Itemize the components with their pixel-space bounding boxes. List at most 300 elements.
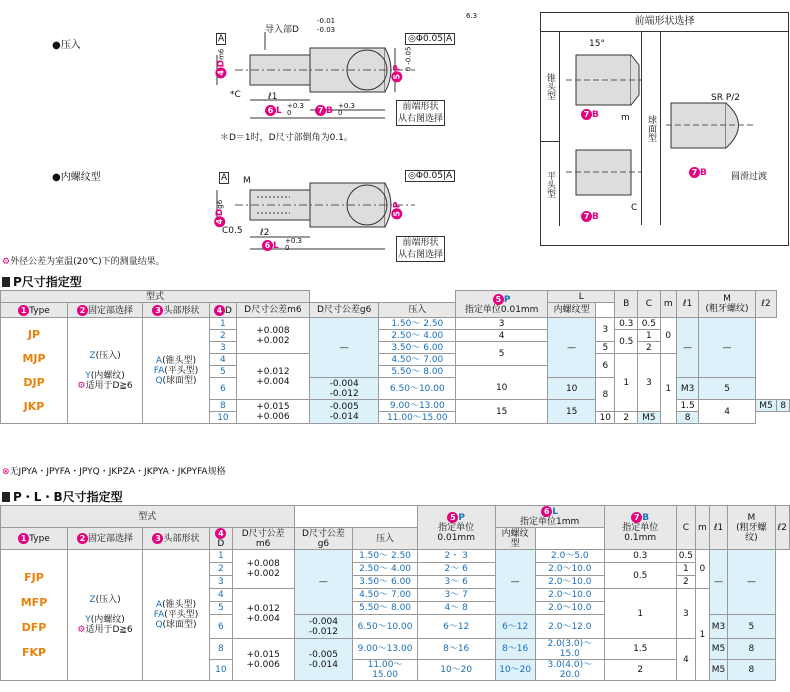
fix-y-text: (内螺纹) [90,615,125,625]
section1-footnote: ⊗无JPYA・JPYFA・JPYQ・JKPZA・JKPYA・JKPYFA规格 [2,467,226,477]
header-p: 5 P 指定单位0.01mm [456,291,548,318]
b-cell: 8 [596,378,615,412]
l-tol-lower-2: 0 [285,244,290,252]
l-thread-cell: 10 [548,378,596,400]
d-suffix: m6 [217,48,226,60]
d-dimension-label-2: 4Dg6 [214,200,225,227]
front-shape-btn2-line2: 从右图选择 [398,250,444,260]
type-jp: JP [27,327,41,341]
m6-c-lower: +0.006 [256,411,290,422]
d-letter-2: D [215,208,226,217]
head-a: A [155,600,163,610]
header-type: 1 Type [1,303,68,318]
head-cell [143,550,210,681]
g6-cell [294,639,353,681]
d-cell: 5 [210,602,233,615]
b-cell: 3.0(4.0)～20.0 [535,660,604,681]
m6-cell [236,400,309,424]
head-q: Q [155,620,163,630]
c-cell: 0.3 [604,550,676,563]
m6-a-upper: +0.008 [256,325,290,336]
sr-label: SR P/2 [711,93,741,103]
circularity-datum: A [446,34,453,44]
m-label: M [243,176,251,186]
header-l2: ℓ2 [755,291,777,318]
header-M [728,506,775,550]
flat-c-label: C [631,203,638,213]
m6-cell [232,639,294,681]
M-cell: — [676,318,699,378]
m-cell: 4 [676,639,695,681]
header-M-letter: M [747,512,756,523]
d-cell: 2 [210,563,233,576]
l-dimension-2: 6 L [262,240,279,251]
header-l: 6 L 指定单位1mm [495,506,604,528]
header-c: C [638,291,661,318]
header-model: 型式 [1,506,295,528]
c-cell: 1.5 [676,400,699,412]
flat-type-label: 平头型 [541,141,560,226]
b-cell: 2.0～12.0 [535,615,604,639]
header-p: 5 P 指定单位0.01mm [417,506,495,550]
d-cell: 1 [210,550,233,563]
l1-cell: 1 [660,354,676,424]
c-cell: 1 [615,354,638,412]
header-fix-text: 固定部选择 [87,305,133,316]
header-M-letter: M [723,294,731,304]
c-cell: 1.5 [604,639,676,660]
m-cell: 0.5 [638,318,661,330]
l2-cell: 8 [728,660,775,681]
l-thread-cell: 15 [548,400,596,424]
b-cell: 2.0～10.0 [535,576,604,589]
header-M-sub: (粗牙螺纹) [736,522,767,543]
header-m: m [660,291,676,318]
p-cell: 3.50～ 6.00 [353,576,418,589]
fix-z-text: (压入) [95,595,121,605]
head-a: A [155,355,163,366]
m6-a-lower: +0.002 [246,569,280,579]
m6-cell [236,354,309,400]
taper-m-label: m [621,113,630,123]
M-cell: M3 [676,378,699,400]
header-p-letter: P [458,513,465,523]
header-l-thread: 内螺纹型 [548,303,596,318]
l-tol-upper-2: +0.3 [285,237,302,245]
l-thread-cell: 10～20 [495,660,535,681]
g6-b-upper: -0.005 [308,649,338,660]
lead-in-tol-upper: -0.01 [317,17,336,25]
l2-cell: — [728,550,775,615]
d-cell: 1 [210,318,237,330]
header-p-unit: 指定单位0.01mm [437,523,475,543]
d-cell: 8 [210,400,237,412]
taper-flat-drawings [561,35,641,225]
header-type-text: Type [29,305,50,316]
lead-in-tol-lower: -0.03 [317,26,336,34]
c-label: *C [230,90,241,100]
fix-y-note: 适用于D≧6 [85,380,133,391]
p-cell: 6.50～10.00 [379,378,456,400]
l-tolerance [287,103,304,117]
header-p-unit: 指定单位0.01mm [464,304,539,315]
section2-table [0,505,790,681]
b-cell: 2.0～10.0 [535,589,604,602]
header-d-text: D [217,539,225,549]
fix-cell: Z(压入) Y(内螺纹) ⚙适用于D≧6 [68,318,143,424]
circularity-value-2: Φ0.05 [415,171,443,181]
ball-b-label: 7 B [689,167,707,178]
m-cell: 2 [638,342,661,354]
M-cell: M5 [709,639,728,660]
l-press-cell: 15 [456,400,548,424]
d-cell: 6 [210,378,237,400]
l-press-cell: 5 [456,342,548,366]
d-cell: 10 [210,412,237,424]
fix-z-text: (压入) [95,350,121,361]
M-cell: M5 [709,660,728,681]
l-press-cell: 3～ 7 [417,589,495,602]
header-l1: ℓ1 [709,506,728,550]
m6-cell [236,318,309,354]
g6-a-upper: -0.004 [308,616,338,627]
header-model: 型式 [1,291,310,303]
front-shape-btn-line2: 从右图选择 [398,114,444,124]
header-fix: 2 固定部选择 [68,528,143,550]
header-blank [294,506,417,528]
g6-b-upper: -0.005 [329,401,359,412]
front-shape-panel [540,12,789,246]
l-press-cell: 6～12 [417,615,495,639]
d-cell: 3 [210,576,233,589]
ball-type-label: 球面型 [641,31,661,225]
l-press-cell: 10～20 [417,660,495,681]
l-thread-cell: 6～12 [495,615,535,639]
g6-a-lower: -0.012 [329,388,359,399]
header-p-letter: P [503,294,511,305]
m6-c-upper: +0.015 [256,401,290,412]
header-l-unit: 指定单位1mm [520,517,580,527]
b-letter: B [326,106,333,116]
l-letter: L [276,106,282,116]
section1-title: P尺寸指定型 [2,273,82,290]
fix-z: Z [89,350,96,361]
head-q-text: (球面型) [162,620,197,630]
header-l: L [548,291,615,303]
lead-in-label: 导入部D [265,25,299,35]
flat-b-letter: B [592,212,599,222]
d-cell: 3 [210,342,237,354]
b-tol-upper: +0.3 [338,102,355,110]
l1-cell: 0 [696,550,710,589]
m6-cell [232,550,294,589]
c05-label: C0.5 [222,226,243,236]
roughness-label: 6.3 [466,12,478,20]
header-blank [309,291,455,303]
M-cell: M3 [709,615,728,639]
fix-z: Z [89,595,96,605]
m6-a-upper: +0.008 [246,559,280,569]
d-suffix-2: g6 [216,199,225,209]
l-press-cell: 10 [456,378,548,400]
head-fa-text: (平头型) [164,610,199,620]
p-cell: 4.50～ 7.00 [353,589,418,602]
header-head-text: 头部形状 [163,534,200,544]
g6-cell [309,378,379,400]
front-shape-select-button[interactable] [396,100,445,126]
header-m6: D尺寸公差m6 [236,303,309,318]
p-cell: 3.50～ 6.00 [379,342,456,354]
p-cell: 9.00～13.00 [379,400,456,412]
c-cell: 2 [604,660,676,681]
m-cell: 3 [638,354,661,412]
d-letter: D [216,59,227,68]
header-type-text: Type [29,534,50,544]
l2-label: ℓ2 [260,228,270,238]
m-cell: 1 [676,563,695,576]
footnote-chamfer: ＊D＝1时，D尺寸部倒角为0.1。 [220,133,353,143]
fix-y: Y [85,615,91,625]
taper-type-label: 锥头型 [541,31,560,141]
tolerance-note-text: 外径公差为室温(20℃)下的测量结果。 [10,257,165,267]
l-press-cell: 2～ 6 [417,563,495,576]
l-press-cell: 2・ 3 [417,550,495,563]
p-cell: 1.50～ 2.50 [353,550,418,563]
c-cell: 0.3 [615,318,638,330]
g6-b-lower: -0.014 [329,411,359,422]
type-dfp: DFP [21,621,47,634]
p-cell: 5.50～ 8.00 [379,366,456,378]
p-cell: 2.50～ 4.00 [379,330,456,342]
header-M-sub: (粗牙螺纹) [705,304,749,314]
l-press-cell: 3～ 6 [417,576,495,589]
m6-b-lower: +0.004 [256,376,290,387]
header-m6: D尺寸公差m6 [232,528,294,550]
l2-cell: 8 [777,400,790,412]
g6-cell [309,400,379,424]
l-press-cell: 4 [456,330,548,342]
head-q-text: (球面型) [162,375,197,386]
b-cell: 2.0～10.0 [535,563,604,576]
d-cell: 6 [210,615,233,639]
head-a-text: (锥头型) [162,600,197,610]
p-tol-lower: -0.05 [404,46,413,65]
header-g6: D尺寸公差g6 [294,528,353,550]
b-cell: 5 [596,342,615,354]
header-b: 7 B 指定单位0.1mm [604,506,676,550]
fix-y-note: 适用于D≧6 [85,625,133,635]
m-cell: 0.5 [676,550,695,563]
smooth-transition-label: 圆滑过渡 [731,172,768,182]
header-d: 4D [210,528,233,550]
type-cell [1,318,68,424]
header-d-text: D [224,305,232,316]
m-cell: 1 [638,330,661,342]
header-type: 1 Type [1,528,68,550]
panel-title: 前端形状选择 [541,13,788,32]
head-fa-text: (平头型) [164,365,199,376]
l2-cell: 5 [699,378,755,400]
header-b-unit: 指定单位0.1mm [622,523,659,543]
tolerance-note: ⚙外径公差为室温(20℃)下的测量结果。 [2,257,165,267]
section1-table [0,290,790,424]
b-tolerance [338,103,355,117]
c-cell: 0.5 [615,330,638,354]
fix-y-text: (内螺纹) [90,370,125,381]
head-fa: FA [153,365,165,376]
header-g6: D尺寸公差g6 [309,303,379,318]
l-press-cell-blank [456,366,548,378]
d-cell: 4 [210,354,237,366]
taper-b-letter: B [592,110,599,120]
l-tolerance-2 [285,238,302,252]
type-cell [1,550,68,681]
d-cell: 4 [210,589,233,602]
datum-a-box: A [218,34,225,44]
press-fit-drawing [205,10,535,135]
p-cell: 11.00～15.00 [379,412,456,424]
p-dimension: 5P [391,65,402,83]
l2-cell: 5 [728,615,775,639]
header-l-press: 压入 [379,303,456,318]
header-l-letter: L [552,507,559,517]
press-fit-title: ●压入 [52,40,81,51]
front-shape-select-button-2[interactable] [396,236,445,262]
head-cell [143,318,210,424]
d-cell: 8 [210,639,233,660]
header-b-letter: B [642,513,650,523]
c-cell: 2 [615,412,638,424]
c-cell: 1 [604,589,676,639]
p-cell: 4.50～ 7.00 [379,354,456,366]
circularity-value: Φ0.05 [415,34,443,44]
p-cell: 6.50～10.00 [353,615,418,639]
b-cell: 2.0～10.0 [535,602,604,615]
l-tol-upper: +0.3 [287,102,304,110]
header-d: 4 D [210,303,237,318]
header-head-text: 头部形状 [163,305,200,316]
d-cell: 2 [210,330,237,342]
M-cell: — [709,550,728,615]
taper-b-label: 7 B [581,109,599,120]
g6-cell: — [309,318,379,378]
front-shape-btn-line1: 前端形状 [402,102,439,112]
l1-label: ℓ1 [268,92,278,102]
p-letter-2: P [392,201,403,209]
type-fkp: FKP [21,646,47,659]
header-l-thread: 内螺纹型 [495,528,535,550]
p-cell: 1.50～ 2.50 [379,318,456,330]
header-b: B [615,291,638,318]
p-cell: 2.50～ 4.00 [353,563,418,576]
p-cell: 11.00～15.00 [353,660,418,681]
m6-b-upper: +0.012 [256,366,290,377]
m6-b-upper: +0.012 [246,603,280,614]
b-cell: 2.0～5.0 [535,550,604,563]
p-tolerance [404,47,412,72]
angle-label: 15° [589,39,605,49]
head-a-text: (锥头型) [162,355,197,366]
c-cell: 0.5 [604,563,676,589]
l-press-cell: 8～16 [417,639,495,660]
front-shape-btn2-line1: 前端形状 [402,238,439,248]
l-letter-2: L [273,241,279,251]
m-cell: 3 [676,589,695,639]
l1-cell: 0 [660,318,676,354]
circularity-box: ◎Φ0.05|A [405,33,455,45]
l-tol-lower: 0 [287,109,292,117]
section2-title: P・L・B尺寸指定型 [2,488,123,505]
m6-cell [232,589,294,639]
type-djp: DJP [23,375,45,389]
flat-b-label: 7 B [581,211,599,222]
g6-a-lower: -0.012 [308,626,338,637]
p-cell: 5.50～ 8.00 [353,602,418,615]
header-l-press: 压入 [353,528,418,550]
circularity-datum-2: A [446,171,453,181]
g6-b-lower: -0.014 [308,659,338,670]
type-jkp: JKP [23,399,45,413]
g6-a-upper: -0.004 [329,378,359,389]
thread-drawing [205,165,535,260]
l-press-cell: 4～ 8 [417,602,495,615]
type-mjp: MJP [22,351,46,365]
ball-b-letter: B [700,168,707,178]
p-tol-upper: 0 [404,66,413,72]
internal-thread-title: ●内螺纹型 [52,172,101,183]
header-c: C [676,506,695,550]
b-dimension: 7 B [315,105,333,116]
m-cell: 2 [676,576,695,589]
l-thread-cell: 8～16 [495,639,535,660]
g6-cell [294,615,353,639]
type-mfp: MFP [20,596,48,609]
header-M [699,291,755,318]
l-press-cell: 3 [456,318,548,330]
fix-y: Y [85,370,91,381]
m6-c-lower: +0.006 [246,659,280,670]
fix-cell: Z(压入) Y(内螺纹) ⚙适用于D≧6 [68,550,143,681]
header-l1: ℓ1 [676,291,699,318]
l2-cell: — [699,318,755,378]
section1-footnote-text: 无JPYA・JPYFA・JPYQ・JKPZA・JKPYA・JKPYFA规格 [9,467,226,477]
b-cell: 3 [596,318,615,342]
g6-cell: — [294,550,353,615]
head-fa: FA [153,610,165,620]
p-cell: 9.00～13.00 [353,639,418,660]
l1-cell: 1 [696,589,710,681]
d-cell: 5 [210,366,237,378]
header-fix-text: 固定部选择 [87,534,133,544]
head-q: Q [155,375,163,386]
d-dimension-label: 4Dm6 [215,49,226,79]
header-head: 3 头部形状 [143,528,210,550]
l2-cell: 8 [676,412,699,424]
b-cell: 10 [596,412,615,424]
header-l2: ℓ2 [775,506,789,550]
b-cell: 6 [596,354,615,378]
l2-cell: 8 [728,639,775,660]
p-dimension-2: 5P [391,202,402,220]
header-head: 3 头部形状 [143,303,210,318]
m-cell: 4 [699,400,755,424]
l-thread-cell: — [495,550,535,615]
header-m: m [696,506,710,550]
b-cell: 2.0(3.0)～15.0 [535,639,604,660]
p-letter: P [392,64,403,72]
l-thread-cell: — [548,318,596,378]
M-cell: M5 [638,412,661,424]
